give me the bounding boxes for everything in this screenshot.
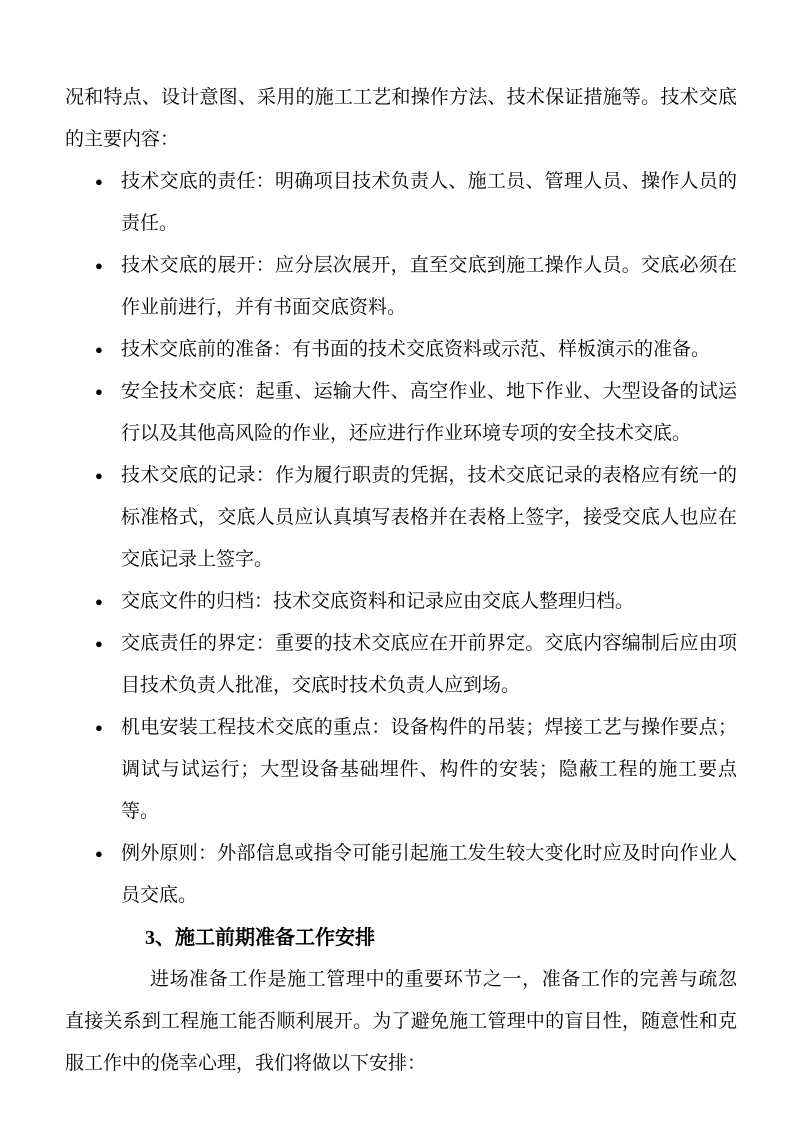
section-heading: 3、施工前期准备工作安排 [145, 927, 375, 949]
list-item [65, 161, 737, 245]
list-item-text: 技术交底的责任：明确项目技术负责人、施工员、管理人员、操作人员的责任。 [121, 171, 737, 234]
list-item [65, 581, 737, 623]
list-item-text: 机电安装工程技术交底的重点：设备构件的吊装；焊接工艺与操作要点；调试与试运行；大型设备基础埋件、构件的安装；隐蔽工程的施工要点等。 [121, 717, 737, 822]
list-item [65, 329, 737, 371]
bullet-list [65, 161, 737, 917]
closing-paragraph: 进场准备工作是施工管理中的重要环节之一，准备工作的完善与疏忽直接关系到工程施工能否顺利展开。为了避免施工管理中的盲目性，随意性和克服工作中的侥幸心理，我们将做以下安排： [65, 969, 737, 1074]
bullet-icon: ● [95, 342, 103, 357]
intro-paragraph: 况和特点、设计意图、采用的施工工艺和操作方法、技术保证措施等。技术交底的主要内容： [65, 87, 737, 150]
bullet-icon: ● [95, 720, 103, 735]
list-item-text: 交底文件的归档：技术交底资料和记录应由交底人整理归档。 [121, 591, 635, 612]
list-item-text: 技术交底的展开：应分层次展开，直至交底到施工操作人员。交底必须在作业前进行，并有书面交底资料。 [121, 255, 737, 318]
list-item-text: 例外原则：外部信息或指令可能引起施工发生较大变化时应及时向作业人员交底。 [121, 843, 737, 906]
list-item [65, 245, 737, 329]
bullet-icon: ● [95, 468, 103, 483]
list-item-text: 交底责任的界定：重要的技术交底应在开前界定。交底内容编制后应由项目技术负责人批准，交底时技术负责人应到场。 [121, 633, 737, 696]
bullet-icon: ● [95, 846, 103, 861]
bullet-icon: ● [95, 258, 103, 273]
list-item [65, 455, 737, 581]
list-item [65, 371, 737, 455]
list-item [65, 833, 737, 917]
bullet-icon: ● [95, 594, 103, 609]
list-item [65, 707, 737, 833]
list-item-text: 技术交底前的准备：有书面的技术交底资料或示范、样板演示的准备。 [121, 339, 711, 360]
bullet-icon: ● [95, 174, 103, 189]
list-item-text: 技术交底的记录：作为履行职责的凭据，技术交底记录的表格应有统一的标准格式，交底人员应认真填写表格并在表格上签字，接受交底人也应在交底记录上签字。 [121, 465, 737, 570]
bullet-icon: ● [95, 636, 103, 651]
list-item [65, 623, 737, 707]
list-item-text: 安全技术交底：起重、运输大件、高空作业、地下作业、大型设备的试运行以及其他高风险的作业，还应进行作业环境专项的安全技术交底。 [121, 381, 737, 444]
bullet-icon: ● [95, 384, 103, 399]
